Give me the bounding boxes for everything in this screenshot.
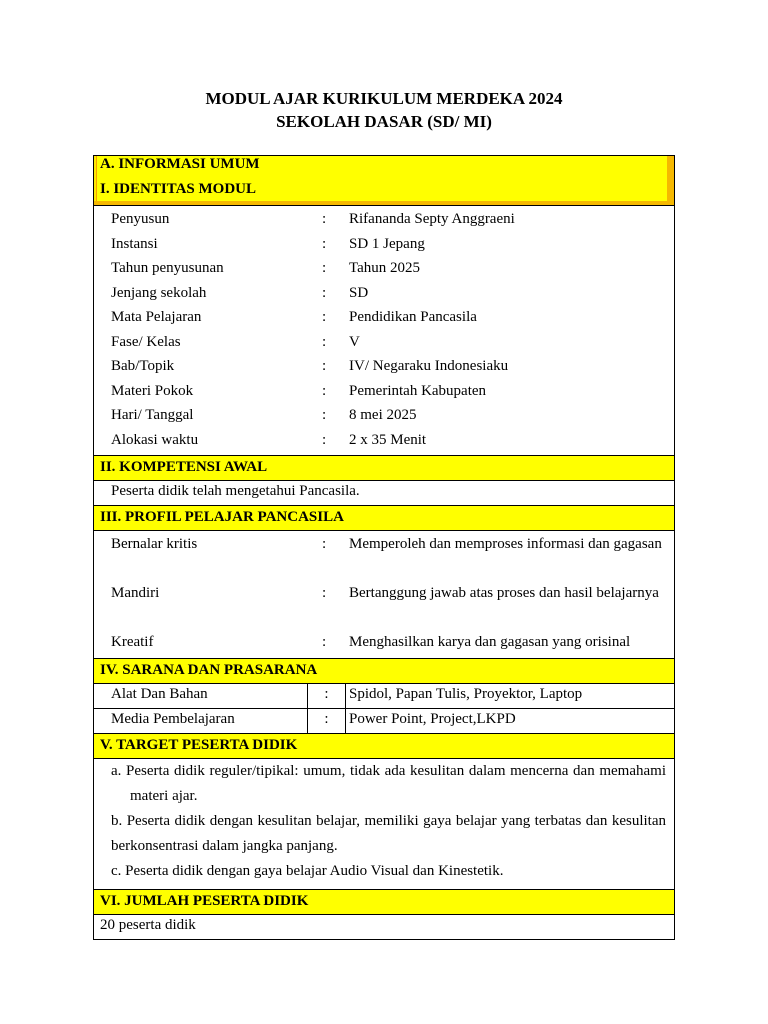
- sarana-row: Alat Dan Bahan : Spidol, Papan Tulis, Proyektor, Laptop: [93, 684, 675, 709]
- sarana-heading: IV. SARANA DAN PRASARANA: [93, 659, 675, 684]
- profil-row: Kreatif : Menghasilkan karya dan gagasan yang orisinal: [111, 634, 631, 650]
- target-item: b. Peserta didik dengan kesulitan belajar, memiliki gaya belajar yang terbatas dan kesulitan berkonsentrasi dalam jangka panjang.: [111, 812, 666, 854]
- identitas-row: Mata Pelajaran : Pendidikan Pancasila: [111, 309, 477, 325]
- identitas-row: Fase/ Kelas : V: [111, 333, 360, 350]
- identitas-row: Hari/ Tanggal : 8 mei 2025: [111, 407, 417, 423]
- profil-heading: III. PROFIL PELAJAR PANCASILA: [93, 506, 675, 531]
- identitas-row: Instansi : SD 1 Jepang: [111, 235, 425, 252]
- module-table: [93, 155, 675, 940]
- jumlah-heading: VI. JUMLAH PESERTA DIDIK: [93, 890, 675, 915]
- sarana-row: Media Pembelajaran : Power Point, Project,LKPD: [93, 709, 675, 734]
- identitas-row: Tahun penyusunan : Tahun 2025: [111, 260, 421, 276]
- section-header-informasi-umum: [93, 155, 675, 206]
- target-item: c. Peserta didik dengan gaya belajar Audio Visual dan Kinestetik.: [111, 862, 504, 879]
- profil-list: [93, 531, 675, 659]
- doc-title: MODUL AJAR KURIKULUM MERDEKA 2024: [205, 89, 563, 108]
- identitas-row: Alokasi waktu : 2 x 35 Menit: [111, 431, 427, 448]
- profil-row: Mandiri : Bertanggung jawab atas proses dan hasil belajarnya: [111, 585, 659, 601]
- target-heading: V. TARGET PESERTA DIDIK: [93, 734, 675, 759]
- jumlah-text: 20 peserta didik: [93, 915, 675, 940]
- target-list: [93, 759, 675, 890]
- identitas-row: Bab/Topik : IV/ Negaraku Indonesiaku: [111, 358, 509, 374]
- target-item: a. Peserta didik reguler/tipikal: umum, tidak ada kesulitan dalam mencerna dan memahami materi ajar.: [111, 762, 666, 804]
- identitas-heading: I. IDENTITAS MODUL: [100, 181, 256, 197]
- section-a-title: A. INFORMASI UMUM: [100, 156, 260, 172]
- doc-subtitle: SEKOLAH DASAR (SD/ MI): [276, 112, 492, 131]
- identitas-row: Penyusun : Rifananda Septy Anggraeni: [111, 211, 515, 227]
- kompetensi-text: Peserta didik telah mengetahui Pancasila.: [93, 481, 675, 506]
- profil-row: Bernalar kritis : Memperoleh dan memproses informasi dan gagasan: [111, 536, 662, 552]
- kompetensi-heading: II. KOMPETENSI AWAL: [93, 456, 675, 481]
- identitas-row: Jenjang sekolah : SD: [111, 284, 369, 301]
- identitas-list: [93, 206, 675, 456]
- identitas-row: Materi Pokok : Pemerintah Kabupaten: [111, 382, 487, 399]
